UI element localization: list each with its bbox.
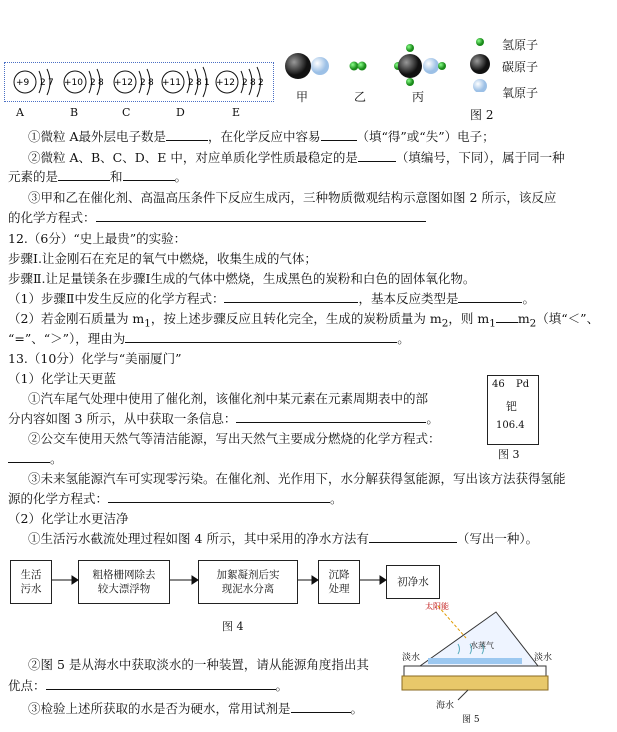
flow-step-1: 生活 污水 [10, 560, 52, 604]
atom-label-c: C [122, 106, 131, 119]
flow-arrows [0, 570, 400, 590]
question-13-section-2: （2）化学让水更洁净 [8, 511, 129, 526]
atom-d-shell-1: 2 [188, 78, 194, 88]
molecule-label-bing: 丙 [412, 90, 425, 104]
question-12-part-2-cont: “=”、“＞”），理由为 。 [8, 331, 410, 346]
molecule-label-jia: 甲 [296, 90, 309, 104]
atom-c-shell-1: 2 [140, 78, 146, 88]
vapor-label: 水蒸气 [470, 641, 494, 650]
molecule-bing [394, 44, 446, 86]
question-11-part-3: ③甲和乙在催化剂、高温高压条件下反应生成丙，三种物质微观结构示意图如图 2 所示，该反应 [28, 190, 557, 205]
atom-e-nucleus: +12 [216, 78, 235, 88]
question-13-1-part-3: ③未来氢能源汽车可实现零污染。在催化剂、光作用下，水分解获得氢能源，写出该方法获得氢能 [28, 471, 566, 486]
figure-2-caption: 图 2 [470, 108, 494, 122]
fresh-water-left-label: 淡水 [402, 653, 421, 663]
element-symbol: Pd [516, 379, 530, 390]
atom-d-shell-3: 1 [204, 78, 210, 88]
atom-structure-svg [5, 63, 273, 101]
question-11-part-2: ②微粒 A、B、C、D、E 中，对应单质化学性质最稳定的是 （填编号，下同），属于同一种 [28, 150, 565, 165]
element-mass: 106.4 [496, 420, 525, 431]
question-11-part-2-cont: 元素的是 和 。 [8, 169, 188, 184]
question-13-1-part-2: ②公交车使用天然气等清洁能源，写出天然气主要成分燃烧的化学方程式： [28, 431, 441, 446]
atom-b-shell-2: 8 [98, 78, 104, 88]
question-13-1-part-1-cont: 分内容如图 3 所示，从中获取一条信息： 。 [8, 411, 439, 426]
question-11-part-3-cont: 的化学方程式： [8, 209, 426, 227]
question-13-title: 13.（10分）化学与“美丽厦门” [8, 351, 182, 366]
atom-c-nucleus: +12 [114, 78, 133, 88]
legend-hydrogen: 氢原子 [502, 38, 539, 52]
flow-step-4: 沉降 处理 [318, 560, 360, 604]
question-12-part-1: （1）步骤Ⅱ中发生反应的化学方程式： ，基本反应类型是 。 [8, 291, 535, 306]
atom-c [114, 69, 154, 95]
molecule-label-yi: 乙 [354, 90, 367, 104]
molecule-jia [285, 53, 329, 79]
question-13-1-part-3-cont: 源的化学方程式： 。 [8, 491, 343, 506]
atom-d [162, 67, 210, 97]
element-number: 46 [492, 379, 505, 390]
element-name: 钯 [506, 400, 517, 413]
flow-step-3: 加絮凝剂后实 现泥水分离 [198, 560, 298, 604]
flow-step-5: 初净水 [386, 565, 440, 599]
question-12-part-2: （2）若金刚石质量为 $m_1$，按上述步骤反应且转化完全，生成的炭粉质量为 $m_2$，则 $m_1$ $m_2$（填“＜”、 [8, 311, 600, 330]
atom-a-nucleus: +9 [16, 78, 30, 88]
atom-label-b: B [70, 106, 79, 119]
atom-b-nucleus: +10 [64, 78, 83, 88]
solar-energy-label: 太阳能 [425, 602, 449, 611]
figure-3-caption: 图 3 [498, 448, 520, 461]
question-13-2-part-3: ③检验上述所获取的水是否为硬水，常用试剂是 。 [28, 701, 364, 716]
sea-water-label: 海水 [436, 701, 455, 711]
atom-e-shell-3: 2 [258, 78, 264, 88]
atom-b-shell-1: 2 [90, 78, 96, 88]
figure-5-caption: 图 5 [462, 715, 480, 725]
atom-d-nucleus: +11 [162, 78, 181, 88]
atom-b [64, 69, 104, 95]
question-13-1-part-1: ①汽车尾气处理中使用了催化剂，该催化剂中某元素在元素周期表中的部 [28, 391, 429, 406]
atom-label-e: E [232, 106, 241, 119]
flow-step-2: 粗格栅网除去 较大漂浮物 [78, 560, 170, 604]
question-12-title: 12.（6分）“史上最贵”的实验： [8, 231, 187, 246]
atom-a-shell-2: 7 [48, 78, 54, 88]
atom-a-shell-1: 2 [40, 78, 46, 88]
question-12-step-1: 步骤Ⅰ.让金刚石在充足的氧气中燃烧，收集生成的气体； [8, 251, 317, 266]
figure-4-caption: 图 4 [222, 620, 244, 633]
atom-structure-diagrams [4, 62, 274, 102]
atom-c-shell-2: 8 [148, 78, 154, 88]
question-13-2-part-2-cont: 优点： 。 [8, 678, 289, 693]
question-13-section-1: （1）化学让天更蓝 [8, 371, 116, 386]
question-13-2-part-2: ②图 5 是从海水中获取淡水的一种装置，请从能源角度指出其 [28, 657, 369, 672]
legend-atoms [470, 38, 490, 92]
atom-e-shell-1: 2 [242, 78, 248, 88]
atom-a [14, 69, 54, 95]
molecule-models-svg [280, 34, 510, 92]
question-13-1-part-2-cont: 。 [8, 450, 63, 468]
fresh-water-right-label: 淡水 [534, 653, 553, 663]
atom-e-shell-2: 8 [250, 78, 256, 88]
question-13-2-part-1: ①生活污水截流处理过程如图 4 所示，其中采用的净水方法有 （写出一种）。 [28, 531, 539, 546]
element-card-pd [487, 375, 539, 445]
question-11-part-1: ①微粒 A最外层电子数是 ，在化学反应中容易 （填“得”或“失”）电子； [28, 129, 495, 144]
atom-label-a: A [16, 106, 24, 119]
legend-carbon: 碳原子 [502, 60, 539, 74]
atom-e [216, 67, 264, 97]
molecule-yi [350, 62, 367, 71]
legend-oxygen: 氧原子 [502, 86, 539, 100]
atom-label-d: D [176, 106, 185, 119]
atom-d-shell-2: 8 [196, 78, 202, 88]
question-12-step-2: 步骤Ⅱ.让足量镁条在步骤Ⅰ生成的气体中燃烧，生成黑色的炭粉和白色的固体氧化物。 [8, 271, 476, 286]
